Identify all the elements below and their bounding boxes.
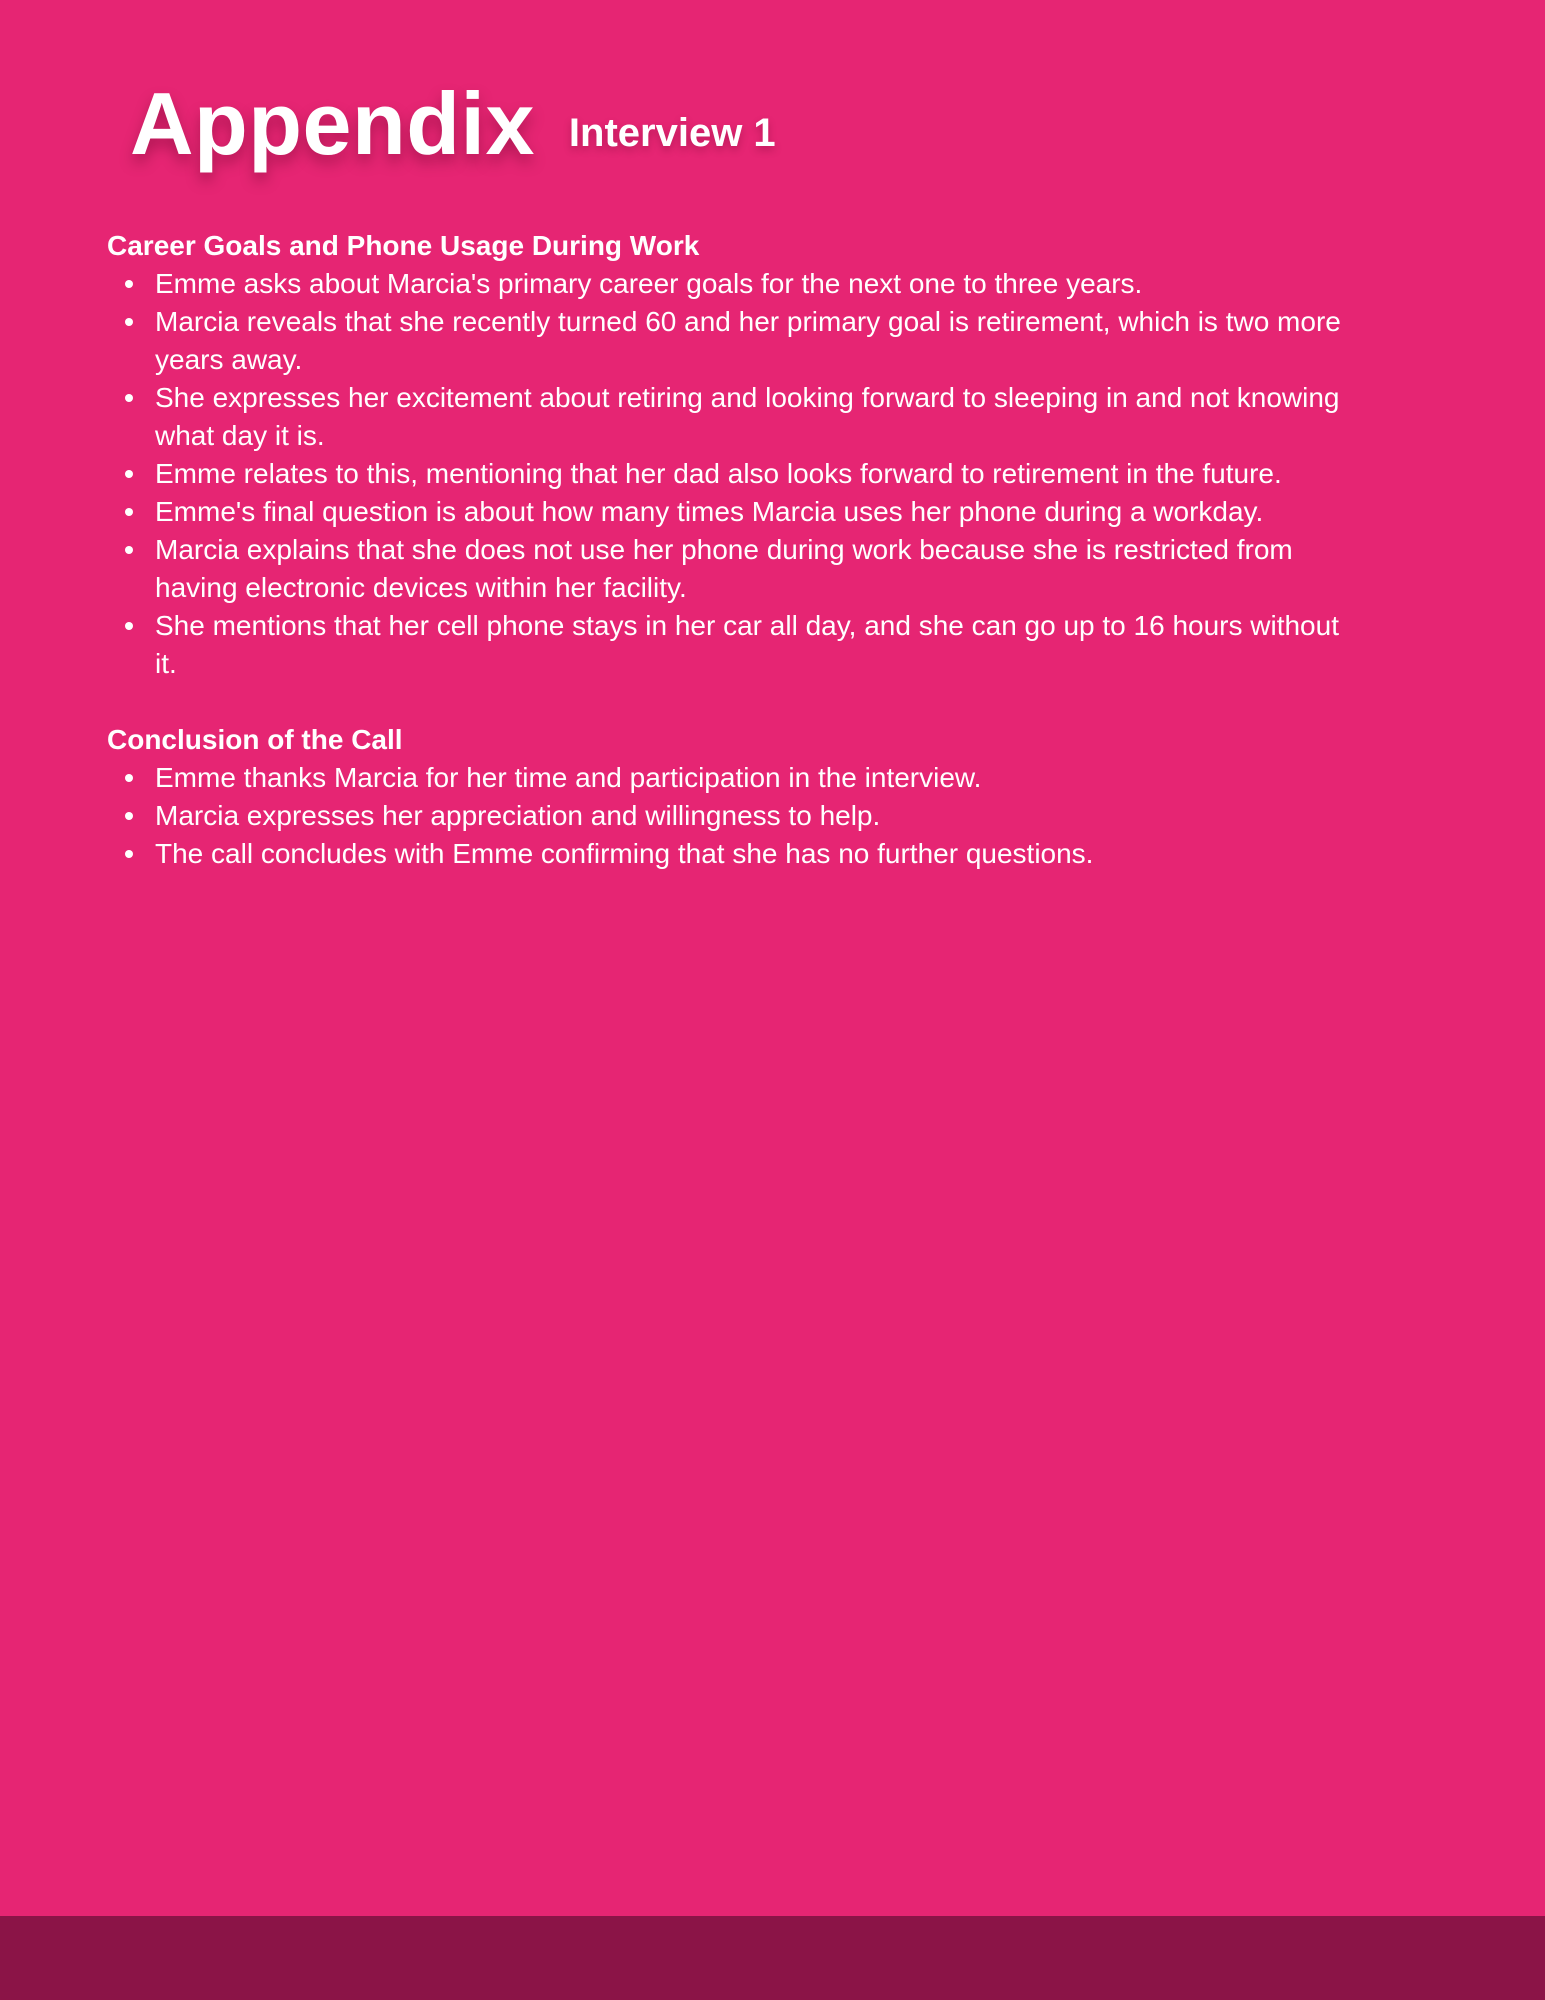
page-subtitle: Interview 1 <box>568 111 776 155</box>
bullet-item: She expresses her excitement about retiring and looking forward to sleeping in and not knowing what day it is. <box>107 379 1347 455</box>
page-title: Appendix <box>130 74 535 173</box>
section-title: Conclusion of the Call <box>107 724 403 755</box>
career-goals-section <box>107 227 1347 683</box>
bullet-item: Emme relates to this, mentioning that her dad also looks forward to retirement in the future. <box>107 455 1347 493</box>
section-title: Career Goals and Phone Usage During Work <box>107 230 700 261</box>
bullet-item: Marcia explains that she does not use her phone during work because she is restricted from having electronic devices within her facility. <box>107 531 1347 607</box>
bullet-item: Emme's final question is about how many times Marcia uses her phone during a workday. <box>107 493 1347 531</box>
bullet-item: She mentions that her cell phone stays in her car all day, and she can go up to 16 hours without it. <box>107 607 1347 683</box>
bullet-item: Emme thanks Marcia for her time and participation in the interview. <box>107 759 1347 797</box>
conclusion-section <box>107 721 1347 873</box>
footer-band <box>0 1916 1545 2000</box>
notes-content <box>107 227 1347 911</box>
page-header <box>130 74 776 173</box>
bullet-item: Marcia reveals that she recently turned 60 and her primary goal is retirement, which is two more years away. <box>107 303 1347 379</box>
bullet-item: The call concludes with Emme confirming that she has no further questions. <box>107 835 1347 873</box>
bullet-list <box>107 759 1347 873</box>
bullet-item: Marcia expresses her appreciation and willingness to help. <box>107 797 1347 835</box>
bullet-item: Emme asks about Marcia's primary career goals for the next one to three years. <box>107 265 1347 303</box>
bullet-list <box>107 265 1347 683</box>
